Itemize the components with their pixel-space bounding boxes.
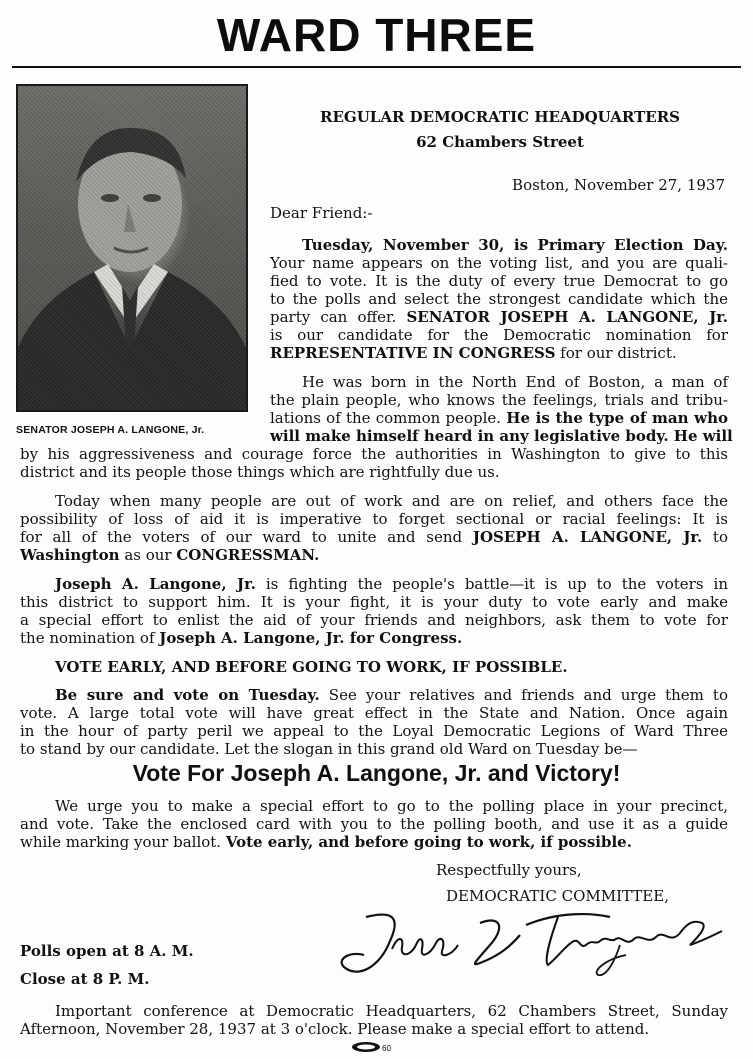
paragraph-1-line: Your name appears on the voting list, and you are quali- [270,254,728,272]
paragraph-2-line: He was born in the North End of Boston, a man of [302,373,728,391]
closing-committee: DEMOCRATIC COMMITTEE, [446,887,669,905]
photo-caption: SENATOR JOSEPH A. LANGONE, Jr. [16,424,205,436]
paragraph-6-line: and vote. Take the enclosed card with you to the polling booth, and use it as a guide [20,815,728,833]
paragraph-2-line: by his aggressiveness and courage force the authorities in Washington to give to this [20,445,728,463]
vote-early-heading: VOTE EARLY, AND BEFORE GOING TO WORK, IF POSSIBLE. [55,658,568,676]
paragraph-2-line: will make himself heard in any legislative body. He will [270,427,733,445]
paragraph-3-line: Today when many people are out of work and are on relief, and others face the [55,492,728,510]
paragraph-2-line: the plain people, who knows the feelings, trials and tribu- [270,391,728,409]
conference-line: Afternoon, November 28, 1937 at 3 o'clock. Please make a special effort to attend. [20,1020,650,1038]
title-rule [12,66,741,68]
paragraph-1-line: to the polls and select the strongest candidate which the [270,290,728,308]
slogan: Vote For Joseph A. Langone, Jr. and Victory! [132,760,621,786]
polls-open: Polls open at 8 A. M. [20,942,194,960]
paragraph-2-line: lations of the common people. He is the type of man who [270,409,728,427]
paragraph-4-line: a special effort to enlist the aid of your friends and neighbors, ask them to vote for [20,611,728,629]
paragraph-3-line: possibility of loss of aid it is imperative to forget sectional or racial feelings: It is [20,510,728,528]
paragraph-5-line: Be sure and vote on Tuesday. See your relatives and friends and urge them to [55,686,728,704]
paragraph-1-line: REPRESENTATIVE IN CONGRESS for our district. [270,344,677,362]
paragraph-4-line: Joseph A. Langone, Jr. is fighting the people's battle—it is up to the voters in [55,575,728,593]
paragraph-1-line: fied to vote. It is the duty of every true Democrat to go [270,272,728,290]
paragraph-1-line: party can offer. SENATOR JOSEPH A. LANGONE, Jr. [270,308,728,326]
headquarters-name: REGULAR DEMOCRATIC HEADQUARTERS [319,108,680,126]
paragraph-1-line: is our candidate for the Democratic nomination for [270,326,728,344]
salutation: Dear Friend:- [270,204,373,222]
paragraph-6-line: We urge you to make a special effort to go to the polling place in your precinct, [55,797,728,815]
paragraph-1-line: Tuesday, November 30, is Primary Election Day. [302,236,728,254]
union-label-mark [342,1040,402,1054]
polls-close: Close at 8 P. M. [20,970,150,988]
paragraph-4-line: this district to support him. It is your fight, it is your duty to vote early and make [20,593,728,611]
paragraph-4-line: the nomination of Joseph A. Langone, Jr. for Congress. [20,629,463,647]
paragraph-6-line: while marking your ballot. Vote early, and before going to work, if possible. [20,833,632,851]
closing-respectfully: Respectfully yours, [436,861,582,879]
paragraph-2-line: district and its people those things which are rightfully due us. [20,463,500,481]
paragraph-3-line: for all of the voters of our ward to unite and send JOSEPH A. LANGONE, Jr. to [20,528,728,546]
paragraph-5-line: to stand by our candidate. Let the slogan in this grand old Ward on Tuesday be— [20,740,638,758]
paragraph-3-line: Washington as our CONGRESSMAN. [20,546,320,564]
svg-text:60: 60 [382,1044,391,1053]
dateline: Boston, November 27, 1937 [512,176,725,194]
page-title: WARD THREE [216,9,537,61]
paragraph-5-line: in the hour of party peril we appeal to the Loyal Democratic Legions of Ward Three [20,722,728,740]
conference-line: Important conference at Democratic Headquarters, 62 Chambers Street, Sunday [55,1002,728,1020]
signature [330,905,730,985]
headquarters-address: 62 Chambers Street [416,133,584,151]
candidate-photo [16,84,248,412]
paragraph-5-line: vote. A large total vote will have great effect in the State and Nation. Once again [20,704,728,722]
